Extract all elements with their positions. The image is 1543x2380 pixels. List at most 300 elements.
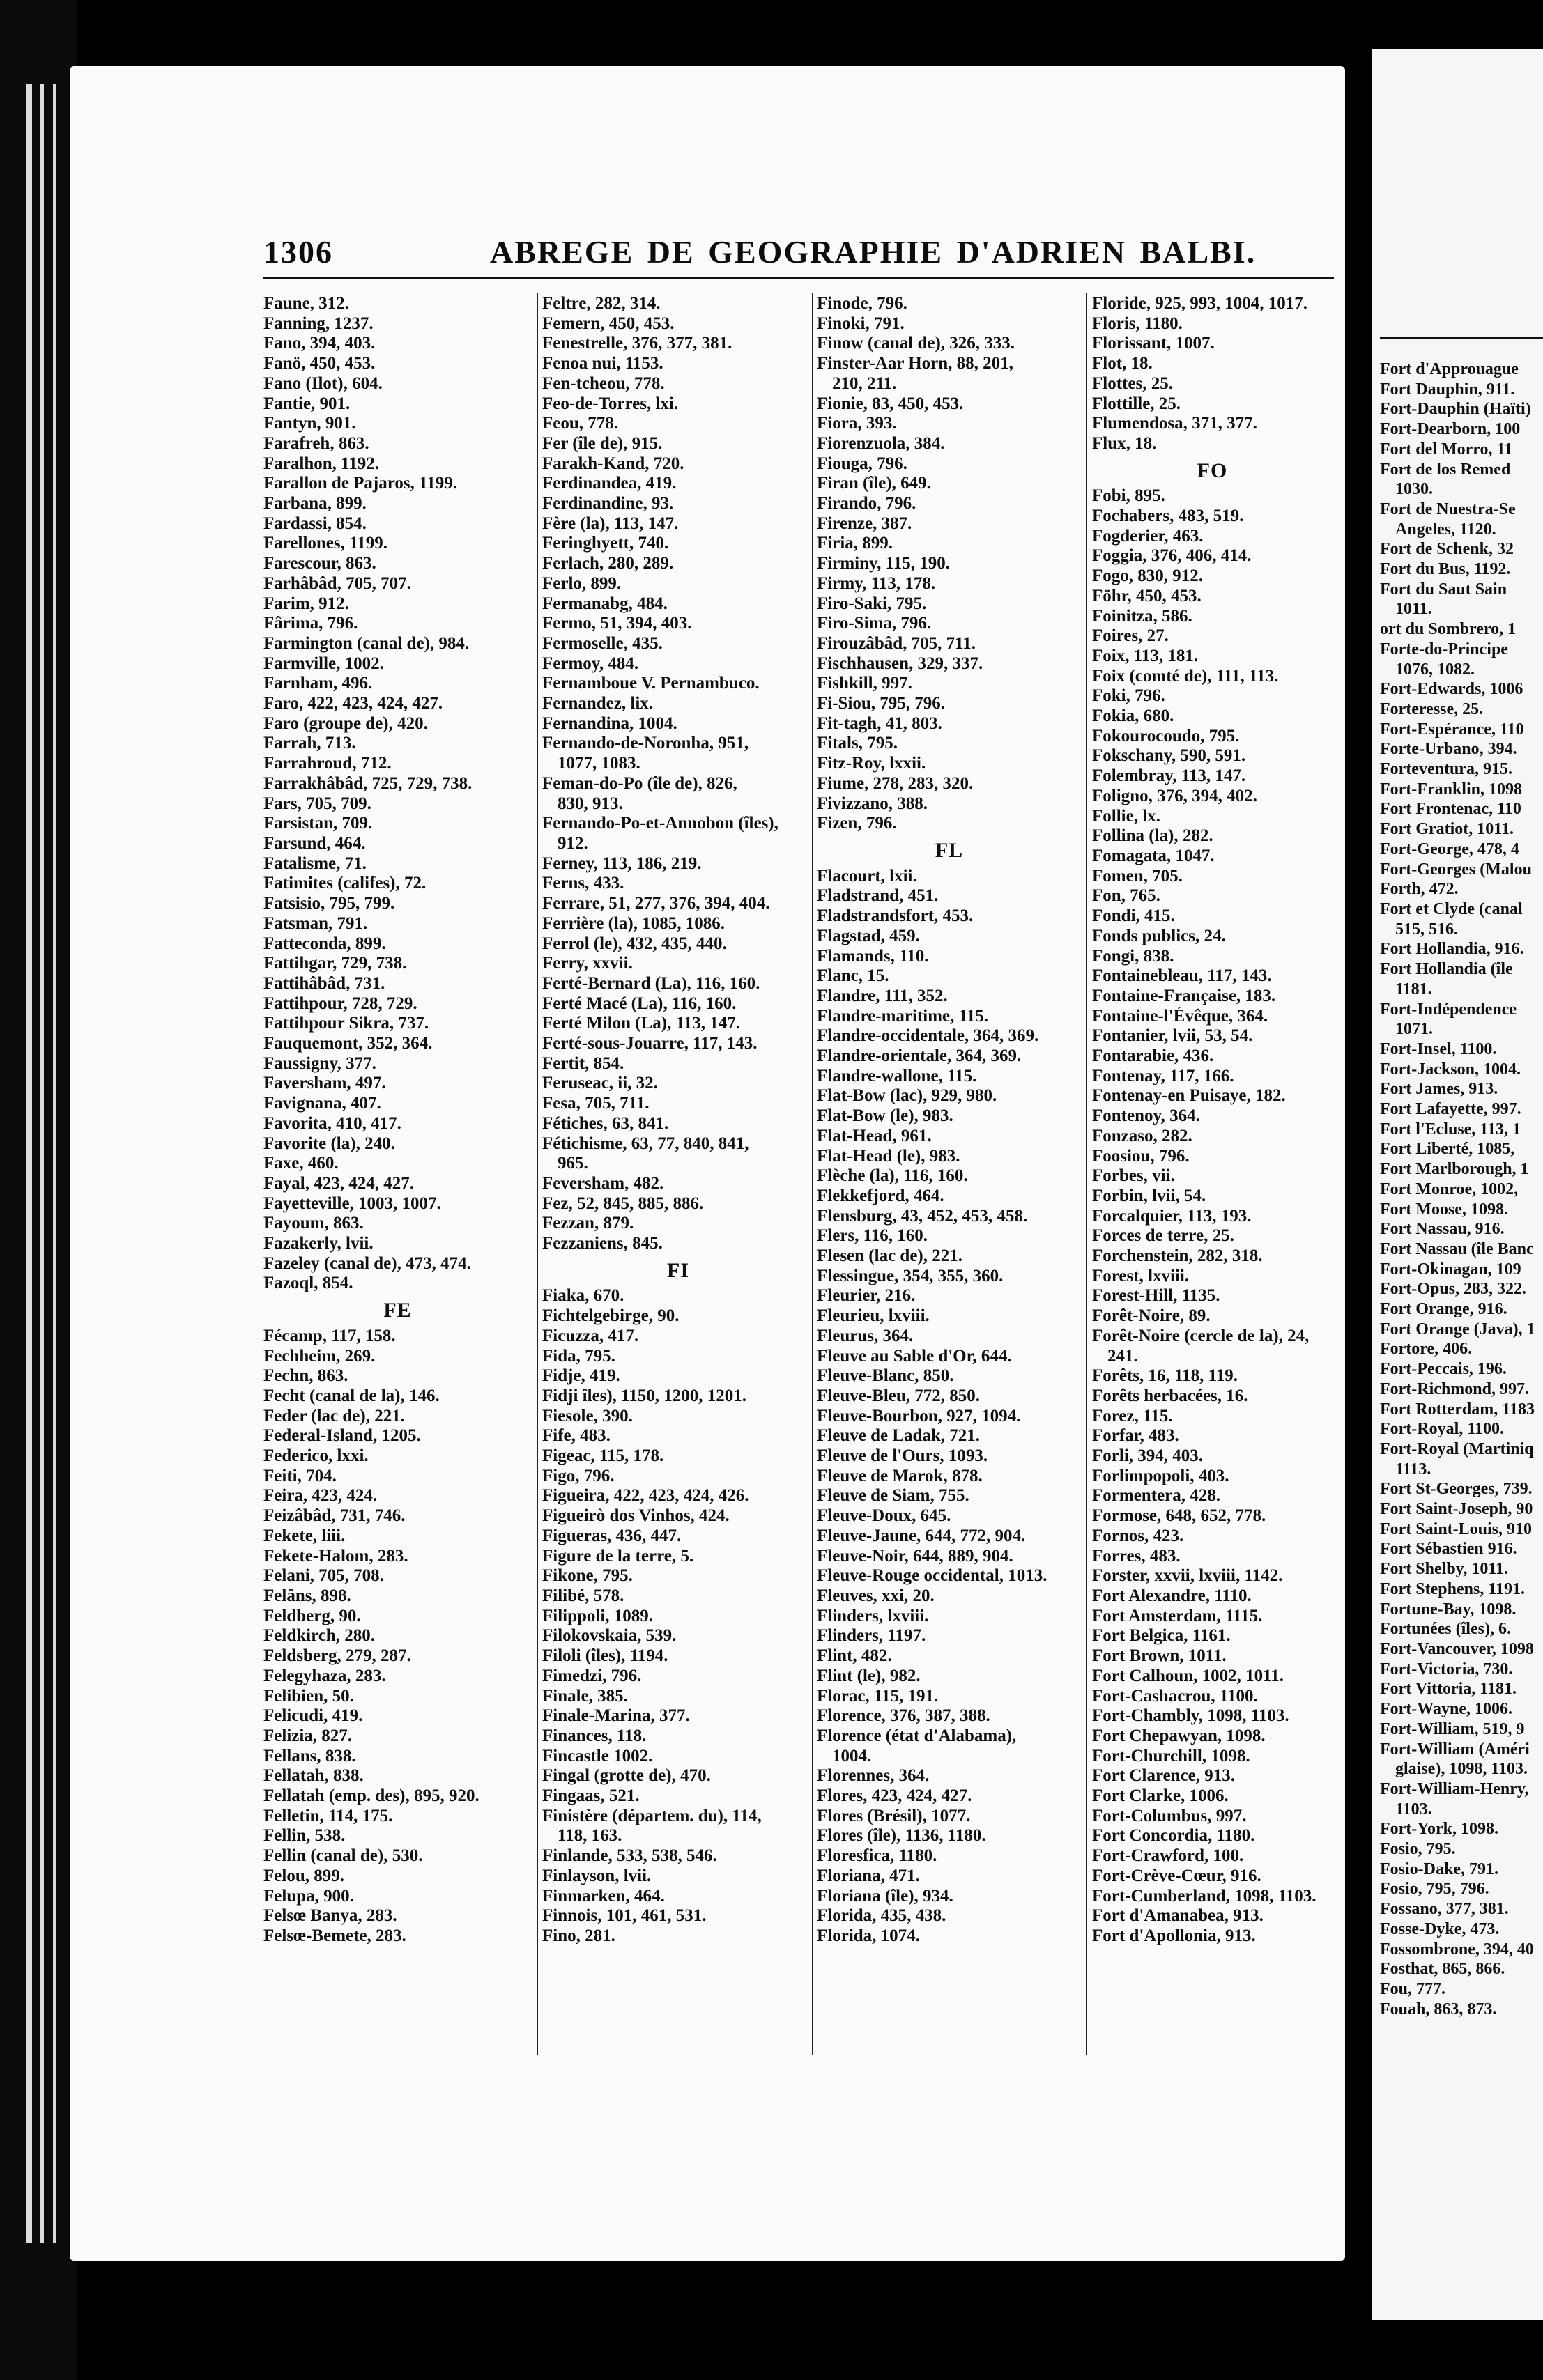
index-entry: Feldkirch, 280. <box>263 1626 375 1646</box>
index-entry: Fonds publics, 24. <box>1092 926 1226 945</box>
index-entry: Fleurier, 216. <box>817 1286 916 1306</box>
index-entry: Fort et Clyde (canal <box>1380 899 1523 918</box>
index-entry: Fort-Peccais, 196. <box>1380 1360 1507 1379</box>
index-entry: Fimedzi, 796. <box>542 1666 642 1685</box>
index-entry: Fère (la), 113, 147. <box>542 513 679 533</box>
index-entry: Faussigny, 377. <box>263 1053 376 1073</box>
section-letter-heading: FI <box>667 1260 689 1281</box>
index-entry: Fontenay-en Puisaye, 182. <box>1092 1086 1286 1106</box>
index-entry: Fiaka, 670. <box>542 1286 624 1306</box>
index-entry: Fernandez, lix. <box>542 694 654 713</box>
index-entry: Forteresse, 25. <box>1380 700 1484 718</box>
index-entry: Fleuve-Jaune, 644, 772, 904. <box>817 1526 1026 1545</box>
index-entry: Florennes, 364. <box>817 1766 930 1786</box>
index-entry: Farrahroud, 712. <box>263 754 392 773</box>
index-entry: Fontaine-l'Évêque, 364. <box>1092 1006 1268 1026</box>
index-entry: Fort Rotterdam, 1183 <box>1380 1400 1535 1419</box>
index-entry: Fortune-Bay, 1098. <box>1380 1600 1517 1618</box>
index-entry: Fort Clarke, 1006. <box>1092 1786 1229 1806</box>
index-entry: Fort Monroe, 1002, <box>1380 1180 1519 1198</box>
index-entry: Faro, 422, 423, 424, 427. <box>263 694 443 713</box>
index-entry: Fornos, 423. <box>1092 1526 1184 1545</box>
index-entry: Forth, 472. <box>1380 880 1459 899</box>
index-entry: Figo, 796. <box>542 1466 615 1485</box>
index-entry: Fort l'Ecluse, 113, 1 <box>1380 1120 1521 1138</box>
index-entry: 1113. <box>1395 1460 1431 1478</box>
index-entry: Fanö, 450, 453. <box>263 354 376 373</box>
index-entry: Fort Gratiot, 1011. <box>1380 820 1514 839</box>
index-entry: Fécamp, 117, 158. <box>263 1326 396 1345</box>
index-entry: Firouzâbâd, 705, 711. <box>817 633 976 653</box>
index-entry: Forêts, 16, 118, 119. <box>1092 1366 1238 1386</box>
index-entry: Fort Orange, 916. <box>1380 1300 1507 1319</box>
index-entry: Felâns, 898. <box>263 1586 351 1605</box>
index-entry: 1103. <box>1395 1800 1432 1818</box>
index-entry: Foix (comté de), 111, 113. <box>1092 666 1279 686</box>
index-entry: Flat-Head (le), 983. <box>817 1146 960 1166</box>
index-entry: Firo-Sima, 796. <box>817 614 932 633</box>
index-entry: Ferdinandine, 93. <box>542 494 674 513</box>
index-entry: Flers, 116, 160. <box>817 1226 928 1246</box>
index-entry: Floriana, 471. <box>817 1866 920 1885</box>
index-entry: Fazoql, 854. <box>263 1274 353 1293</box>
index-entry: Firan (île), 649. <box>817 474 931 493</box>
index-entry: ort du Sombrero, 1 <box>1380 620 1517 639</box>
index-entry: Fort-William (Améri <box>1380 1740 1530 1759</box>
index-entry: Fort-Edwards, 1006 <box>1380 680 1523 699</box>
index-entry: Flores (Brésil), 1077. <box>817 1806 971 1825</box>
index-entry: Fort d'Apollonia, 913. <box>1092 1926 1256 1945</box>
index-entry: Fayoum, 863. <box>263 1214 364 1233</box>
index-entry: Flat-Bow (lac), 929, 980. <box>817 1086 997 1106</box>
index-entry: Fosio, 795. <box>1380 1840 1456 1859</box>
index-entry: Fleuve de Siam, 755. <box>817 1486 969 1506</box>
index-entry: Fondi, 415. <box>1092 906 1175 926</box>
index-entry: Fleurus, 364. <box>817 1326 914 1345</box>
index-entry: Fossano, 377, 381. <box>1380 1900 1509 1919</box>
index-entry: Follie, lx. <box>1092 806 1160 826</box>
index-entry: Fort Dauphin, 911. <box>1380 380 1515 399</box>
index-entry: Fârima, 796. <box>263 614 358 633</box>
index-entry: Fosthat, 865, 866. <box>1380 1960 1505 1979</box>
index-entry: Fenestrelle, 376, 377, 381. <box>542 334 732 353</box>
index-entry: Figueira, 422, 423, 424, 426. <box>542 1486 749 1506</box>
index-entry: Fardassi, 854. <box>263 513 367 533</box>
index-entry: Firminy, 115, 190. <box>817 554 950 573</box>
page-header <box>263 233 1330 275</box>
index-entry: Faxe, 460. <box>263 1154 339 1173</box>
index-entry: Fort Belgica, 1161. <box>1092 1626 1231 1646</box>
index-entry: Fleuve-Blanc, 850. <box>817 1366 954 1386</box>
index-entry: Fleuve de Marok, 878. <box>817 1466 983 1485</box>
index-entry: Fernando-de-Noronha, 951, <box>542 734 749 753</box>
index-entry: Feltre, 282, 314. <box>542 294 661 313</box>
index-entry: Felletin, 114, 175. <box>263 1806 393 1825</box>
index-entry: Felsœ Banya, 283. <box>263 1906 397 1926</box>
index-entry: Forest-Hill, 1135. <box>1092 1286 1220 1306</box>
index-entry: Fekete, liii. <box>263 1526 346 1545</box>
index-entry: Fort-Cumberland, 1098, 1103. <box>1092 1886 1316 1906</box>
index-entry: Fobi, 895. <box>1092 486 1165 506</box>
index-entry: Foinitza, 586. <box>1092 606 1192 626</box>
index-entry: Fort-Insel, 1100. <box>1380 1040 1497 1058</box>
index-entry: Flat-Head, 961. <box>817 1126 932 1145</box>
index-entry: Fort-Crawford, 100. <box>1092 1846 1244 1866</box>
index-entry: Flint (le), 982. <box>817 1666 921 1685</box>
index-entry: Fort Chepawyan, 1098. <box>1092 1726 1266 1745</box>
index-entry: Angeles, 1120. <box>1395 520 1496 539</box>
column-divider <box>537 293 538 2055</box>
index-entry: Ferlach, 280, 289. <box>542 554 674 573</box>
index-entry: Flagstad, 459. <box>817 926 920 945</box>
index-entry: Fort Shelby, 1011. <box>1380 1560 1509 1579</box>
index-entry: Forbes, vii. <box>1092 1166 1175 1186</box>
section-letter-heading: FL <box>935 840 964 861</box>
index-entry: Floresfica, 1180. <box>817 1846 937 1866</box>
index-entry: Fitals, 795. <box>817 734 898 753</box>
index-entry: Ferns, 433. <box>542 874 624 893</box>
index-entry: Forli, 394, 403. <box>1092 1446 1204 1466</box>
index-entry: Finode, 796. <box>817 294 907 313</box>
index-entry: Fino, 281. <box>542 1926 615 1945</box>
index-entry: Flinders, lxviii. <box>817 1606 929 1625</box>
index-entry: Filippoli, 1089. <box>542 1606 654 1625</box>
index-entry: Fort Liberté, 1085, <box>1380 1140 1515 1159</box>
index-entry: Florida, 435, 438. <box>817 1906 946 1926</box>
index-entry: Fogderier, 463. <box>1092 526 1204 546</box>
index-entry: Fort del Morro, 11 <box>1380 440 1513 458</box>
index-entry: Forte-Urbano, 394. <box>1380 740 1517 759</box>
index-entry: Figeac, 115, 178. <box>542 1446 664 1466</box>
index-entry: Fattihpour Sikra, 737. <box>263 1014 429 1033</box>
index-entry: Fermoselle, 435. <box>542 633 663 653</box>
index-entry: Fétiches, 63, 841. <box>542 1113 669 1133</box>
index-entry: Fontenay, 117, 166. <box>1092 1066 1234 1085</box>
index-entry: Filokovskaia, 539. <box>542 1626 677 1646</box>
index-entry: Föhr, 450, 453. <box>1092 586 1202 605</box>
index-entry: Fichtelgebirge, 90. <box>542 1306 680 1326</box>
index-entry: Fizen, 796. <box>817 814 897 833</box>
index-entry: Floride, 925, 993, 1004, 1017. <box>1092 294 1308 313</box>
index-entry: Fort-Espérance, 110 <box>1380 720 1524 739</box>
index-entry: Fort du Saut Sain <box>1380 580 1507 598</box>
index-entry: Florida, 1074. <box>817 1926 920 1945</box>
index-entry: Fosse-Dyke, 473. <box>1380 1919 1500 1938</box>
index-entry: Fort-York, 1098. <box>1380 1820 1498 1839</box>
index-entry: Fort-Indépendence <box>1380 1000 1517 1019</box>
index-entry: Forcalquier, 113, 193. <box>1092 1206 1252 1226</box>
index-entry: Fonzaso, 282. <box>1092 1126 1192 1145</box>
index-entry: Fouah, 863, 873. <box>1380 2000 1497 2018</box>
index-entry: Forchenstein, 282, 318. <box>1092 1246 1263 1266</box>
index-entry: Finster-Aar Horn, 88, 201, <box>817 354 1013 373</box>
index-entry: Florissant, 1007. <box>1092 334 1215 353</box>
index-entry: Forteventura, 915. <box>1380 760 1512 779</box>
index-entry: Feira, 423, 424. <box>263 1486 378 1506</box>
index-entry: Forêt-Noire, 89. <box>1092 1306 1211 1326</box>
index-entry: Fort-Georges (Malou <box>1380 860 1532 879</box>
index-entry: Fleuve-Bourbon, 927, 1094. <box>817 1406 1021 1425</box>
index-entry: Fochabers, 483, 519. <box>1092 507 1244 526</box>
index-entry: Fiouga, 796. <box>817 454 907 473</box>
index-entry: Favorite (la), 240. <box>263 1134 395 1153</box>
index-entry: 830, 913. <box>558 794 623 813</box>
index-entry: Fossombrone, 394, 40 <box>1380 1940 1534 1958</box>
index-entry: Figueirò dos Vinhos, 424. <box>542 1506 730 1526</box>
index-entry: Ferney, 113, 186, 219. <box>542 853 702 873</box>
index-entry: Fezzan, 879. <box>542 1214 634 1233</box>
index-entry: Faro (groupe de), 420. <box>263 713 428 733</box>
index-entry: Fit-tagh, 41, 803. <box>817 713 942 733</box>
index-entry: Fattihpour, 728, 729. <box>263 994 417 1013</box>
index-entry: Florence (état d'Alabama), <box>817 1726 1017 1745</box>
index-entry: Fort-William, 519, 9 <box>1380 1720 1525 1738</box>
index-entry: Flensburg, 43, 452, 453, 458. <box>817 1206 1028 1226</box>
index-entry: Farrah, 713. <box>263 734 356 753</box>
index-entry: Forêts herbacées, 16. <box>1092 1386 1248 1405</box>
index-entry: Fekete-Halom, 283. <box>263 1546 408 1566</box>
index-entry: Forêt-Noire (cercle de la), 24, <box>1092 1326 1310 1345</box>
index-entry: Fantyn, 901. <box>263 414 356 433</box>
index-entry: Fiesole, 390. <box>542 1406 633 1425</box>
index-entry: Formose, 648, 652, 778. <box>1092 1506 1266 1526</box>
index-entry: Forbin, lvii, 54. <box>1092 1186 1206 1205</box>
index-entry: Farmville, 1002. <box>263 654 384 673</box>
index-entry: 1004. <box>832 1746 872 1765</box>
index-entry: Finow (canal de), 326, 333. <box>817 334 1015 353</box>
index-column-2 <box>542 294 814 1947</box>
index-entry: Fort Vittoria, 1181. <box>1380 1680 1517 1699</box>
index-entry: Ferlo, 899. <box>542 573 622 593</box>
index-entry: Flumendosa, 371, 377. <box>1092 414 1257 433</box>
index-entry: Fort de Nuestra-Se <box>1380 500 1516 518</box>
header-rule <box>263 277 1334 279</box>
index-entry: Fischhausen, 329, 337. <box>817 654 983 673</box>
index-entry: Fort-Opus, 283, 322. <box>1380 1280 1526 1299</box>
index-entry: Forest, lxviii. <box>1092 1266 1190 1285</box>
index-entry: Fenoa nui, 1153. <box>542 354 663 373</box>
index-entry: Forfar, 483. <box>1092 1426 1179 1446</box>
index-entry: Fatsisio, 795, 799. <box>263 894 395 913</box>
index-entry: Fortunées (îles), 6. <box>1380 1620 1511 1639</box>
index-entry: Ficuzza, 417. <box>542 1326 639 1345</box>
index-entry: 1071. <box>1395 1020 1433 1039</box>
index-entry: Flacourt, lxii. <box>817 866 917 886</box>
index-entry: Fort Marlborough, 1 <box>1380 1160 1529 1179</box>
index-entry: Flat-Bow (le), 983. <box>817 1106 953 1126</box>
index-entry: Flèche (la), 116, 160. <box>817 1166 968 1186</box>
index-entry: Flinders, 1197. <box>817 1626 926 1646</box>
index-entry: Fanning, 1237. <box>263 314 374 333</box>
index-entry: Fellatah, 838. <box>263 1766 364 1786</box>
index-entry: Ferrière (la), 1085, 1086. <box>542 913 725 933</box>
index-entry: Ferrare, 51, 277, 376, 394, 404. <box>542 894 770 913</box>
index-entry: Fleuve-Noir, 644, 889, 904. <box>817 1546 1013 1566</box>
index-entry: Fétichisme, 63, 77, 840, 841, <box>542 1134 749 1153</box>
index-entry: Fertit, 854. <box>542 1053 624 1073</box>
index-entry: Filoli (îles), 1194. <box>542 1646 668 1666</box>
index-entry: Fleuve-Doux, 645. <box>817 1506 951 1526</box>
index-entry: Fano, 394, 403. <box>263 334 376 353</box>
index-entry: Finnois, 101, 461, 531. <box>542 1906 707 1926</box>
index-entry: Farrakhâbâd, 725, 729, 738. <box>263 773 473 793</box>
index-column-4 <box>1092 294 1333 1947</box>
index-entry: Fort-Okinagan, 109 <box>1380 1260 1521 1278</box>
index-entry: Foki, 796. <box>1092 686 1165 706</box>
index-entry: Fiora, 393. <box>817 414 897 433</box>
index-entry: Foggia, 376, 406, 414. <box>1092 546 1252 566</box>
index-entry: Fleuve-Rouge occidental, 1013. <box>817 1566 1047 1586</box>
index-entry: Farhâbâd, 705, 707. <box>263 573 411 593</box>
index-entry: Farim, 912. <box>263 594 349 613</box>
index-entry: Fokschany, 590, 591. <box>1092 746 1246 766</box>
index-entry: Farafreh, 863. <box>263 433 369 453</box>
index-entry: Fort Orange (Java), 1 <box>1380 1320 1535 1338</box>
index-entry: Finances, 118. <box>542 1726 647 1745</box>
index-entry: Fort Moose, 1098. <box>1380 1200 1508 1219</box>
index-entry: 1030. <box>1395 480 1433 499</box>
index-entry: Fort-Crève-Cœur, 916. <box>1092 1866 1261 1885</box>
index-entry: Figure de la terre, 5. <box>542 1546 694 1566</box>
index-entry: Fomen, 705. <box>1092 866 1183 886</box>
index-entry: Fleuves, xxi, 20. <box>817 1586 935 1605</box>
index-entry: Fon, 765. <box>1092 886 1160 906</box>
index-entry: Fikone, 795. <box>542 1566 633 1586</box>
index-entry: Fer (île de), 915. <box>542 433 663 453</box>
index-entry: 241. <box>1107 1346 1138 1366</box>
index-entry: Folembray, 113, 147. <box>1092 766 1246 786</box>
index-entry: Felibien, 50. <box>263 1686 354 1706</box>
index-entry: Fosio, 795, 796. <box>1380 1880 1489 1899</box>
index-entry: Firo-Saki, 795. <box>817 594 927 613</box>
index-entry: Fontenoy, 364. <box>1092 1106 1200 1126</box>
index-entry: Felizia, 827. <box>263 1726 353 1745</box>
index-entry: Fatimites (califes), 72. <box>263 874 427 893</box>
index-entry: Felupa, 900. <box>263 1886 354 1906</box>
index-entry: Forces de terre, 25. <box>1092 1226 1234 1246</box>
index-entry: Felsœ-Bemete, 283. <box>263 1926 406 1945</box>
index-entry: Fort-Columbus, 997. <box>1092 1806 1247 1825</box>
index-entry: Fort Concordia, 1180. <box>1092 1826 1255 1846</box>
index-entry: Farallon de Pajaros, 1199. <box>263 474 458 493</box>
index-entry: Fort-Richmond, 997. <box>1380 1380 1529 1398</box>
index-entry: Farakh-Kand, 720. <box>542 454 684 473</box>
index-entry: Fokourocoudo, 795. <box>1092 726 1240 745</box>
index-entry: Fermoy, 484. <box>542 654 639 673</box>
index-entry: Fleuve au Sable d'Or, 644. <box>817 1346 1012 1366</box>
index-entry: Feringhyett, 740. <box>542 534 669 553</box>
index-entry: Flot, 18. <box>1092 354 1153 373</box>
index-entry: Federal-Island, 1205. <box>263 1426 421 1446</box>
index-entry: Fecht (canal de la), 146. <box>263 1386 440 1405</box>
index-entry: Forster, xxvii, lxviii, 1142. <box>1092 1566 1283 1586</box>
index-entry: Fernando-Po-et-Annobon (îles), <box>542 814 778 833</box>
column-divider <box>1086 293 1087 2055</box>
index-entry: Farsistan, 709. <box>263 814 373 833</box>
index-entry: Follina (la), 282. <box>1092 826 1213 846</box>
index-entry: Fatteconda, 899. <box>263 934 386 953</box>
index-entry: Finale-Marina, 377. <box>542 1706 690 1726</box>
index-entry: Fort Sébastien 916. <box>1380 1540 1517 1559</box>
index-entry: Forte-do-Principe <box>1380 640 1508 658</box>
index-entry: Flanc, 15. <box>817 966 889 986</box>
index-entry: Fort Brown, 1011. <box>1092 1646 1227 1666</box>
index-entry: Fazeley (canal de), 473, 474. <box>263 1253 471 1273</box>
index-entry: Fort-Victoria, 730. <box>1380 1660 1513 1678</box>
index-entry: Flandre-wallone, 115. <box>817 1066 977 1085</box>
index-entry: Fort Nassau (île Banc <box>1380 1239 1534 1258</box>
index-entry: Firia, 899. <box>817 534 893 553</box>
index-entry: Feldberg, 90. <box>263 1606 361 1625</box>
index-entry: Fort Alexandre, 1110. <box>1092 1586 1252 1605</box>
index-entry: Fort-Churchill, 1098. <box>1092 1746 1250 1765</box>
index-entry: Finlande, 533, 538, 546. <box>542 1846 717 1866</box>
index-entry: Fort-Jackson, 1004. <box>1380 1060 1521 1079</box>
index-entry: Fongi, 838. <box>1092 946 1174 966</box>
index-entry: Fort Nassau, 916. <box>1380 1220 1505 1239</box>
index-entry: Fitz-Roy, lxxii. <box>817 754 926 773</box>
index-entry: 1181. <box>1395 980 1432 998</box>
index-entry: 1011. <box>1395 600 1432 619</box>
index-entry: Fort-Franklin, 1098 <box>1380 780 1522 798</box>
index-entry: Fingaas, 521. <box>542 1786 640 1806</box>
index-entry: Floriana (île), 934. <box>817 1886 953 1906</box>
index-entry: Federico, lxxi. <box>263 1446 369 1466</box>
index-entry: Favignana, 407. <box>263 1094 381 1113</box>
index-entry: Feiti, 704. <box>263 1466 337 1485</box>
index-entry: Feruseac, ii, 32. <box>542 1074 658 1093</box>
index-entry: Farellones, 1199. <box>263 534 388 553</box>
index-entry: Felicudi, 419. <box>263 1706 363 1726</box>
index-entry: Flottille, 25. <box>1092 394 1181 413</box>
index-entry: Fatsman, 791. <box>263 913 368 933</box>
index-entry: Femern, 450, 453. <box>542 314 675 333</box>
index-entry: Fezzaniens, 845. <box>542 1234 663 1253</box>
index-column-1 <box>263 294 532 1947</box>
index-entry: Forlimpopoli, 403. <box>1092 1466 1229 1485</box>
index-entry: Fermo, 51, 394, 403. <box>542 614 692 633</box>
index-entry: Fort Hollandia, 916. <box>1380 940 1524 959</box>
index-entry: Foosiou, 796. <box>1092 1146 1190 1166</box>
index-entry: Fort Hollandia (île <box>1380 960 1513 979</box>
index-entry: Fez, 52, 845, 885, 886. <box>542 1193 704 1213</box>
index-entry: Flores (île), 1136, 1180. <box>817 1826 986 1846</box>
index-entry: Fort du Bus, 1192. <box>1380 560 1511 579</box>
index-entry: Feman-do-Po (île de), 826, <box>542 773 737 793</box>
index-entry: 1077, 1083. <box>558 754 640 773</box>
index-entry: Feo-de-Torres, lxi. <box>542 394 679 413</box>
index-entry: Felani, 705, 708. <box>263 1566 384 1586</box>
index-entry: Flandre-maritime, 115. <box>817 1006 989 1026</box>
index-entry: Faralhon, 1192. <box>263 454 379 473</box>
index-entry: Fleuve de l'Ours, 1093. <box>817 1446 988 1466</box>
index-entry: Fort Lafayette, 997. <box>1380 1100 1521 1119</box>
index-entry: Farmington (canal de), 984. <box>263 633 470 653</box>
index-entry: Fontarabie, 436. <box>1092 1046 1214 1066</box>
index-entry: Fernandina, 1004. <box>542 713 677 733</box>
index-entry: Fortore, 406. <box>1380 1340 1473 1359</box>
index-entry: Favorita, 410, 417. <box>263 1113 401 1133</box>
index-entry: Fano (Ilot), 604. <box>263 373 383 393</box>
index-entry: Figueras, 436, 447. <box>542 1526 682 1545</box>
index-entry: Fishkill, 997. <box>817 674 912 693</box>
index-entry: Fort Calhoun, 1002, 1011. <box>1092 1666 1284 1685</box>
page-title: ABREGE DE GEOGRAPHIE D'ADRIEN BALBI. <box>490 234 1257 270</box>
index-entry: Flesen (lac de), 221. <box>817 1246 962 1266</box>
index-entry: Faversham, 497. <box>263 1074 386 1093</box>
index-entry: Feldsberg, 279, 287. <box>263 1646 411 1666</box>
index-entry: Flux, 18. <box>1092 433 1157 453</box>
